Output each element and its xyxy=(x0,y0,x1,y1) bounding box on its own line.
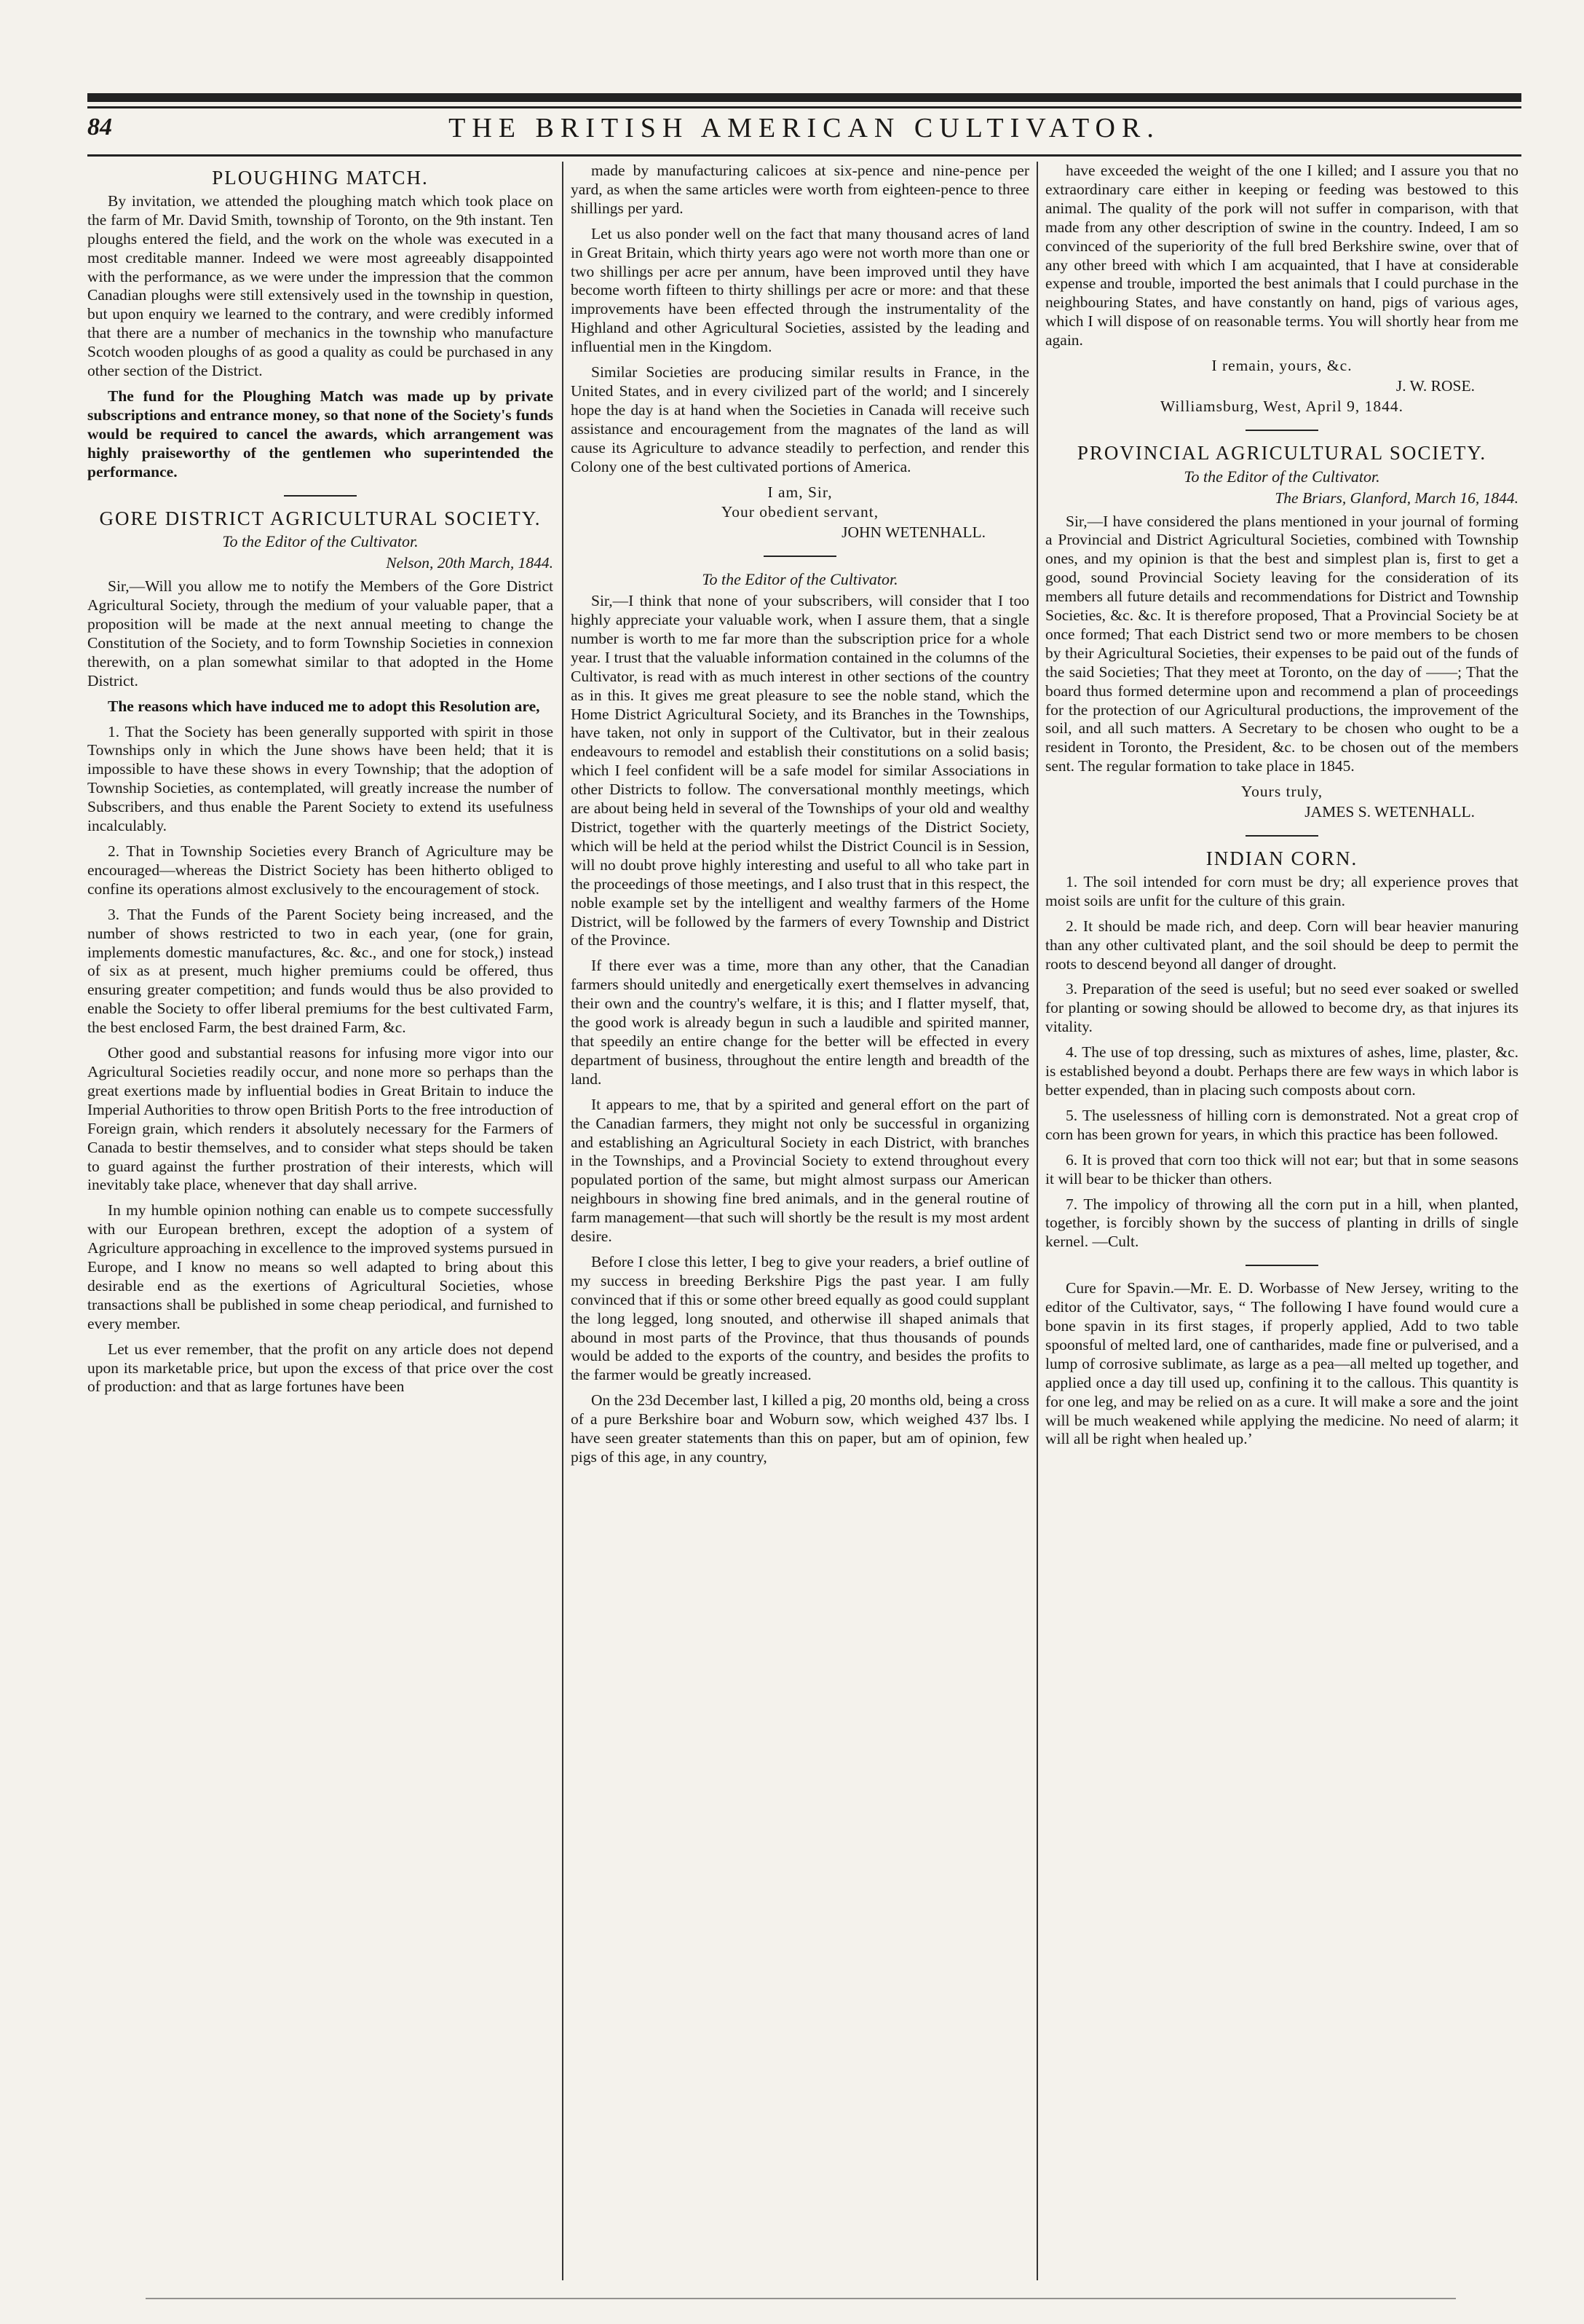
paragraph: 6. It is proved that corn too thick will not ear; but that in some seasons it will bear to be thicker than others. xyxy=(1045,1150,1518,1187)
article-heading-indian-corn: INDIAN CORN. xyxy=(1205,847,1358,869)
article-heading-ploughing-match: PLOUGHING MATCH. xyxy=(212,167,429,189)
paragraph: Sir,—Will you allow me to notify the Members of the Gore District Agricultural Society, through the medium of your valuable paper, that a proposition will be made at the next annual meeting to change the Constitution of the Society, and to form Township Societies in connexion therewith, on a plan somewhat similar to that adopted in the Home District. xyxy=(87,577,553,689)
section-separator xyxy=(284,495,357,497)
paragraph: 3. That the Funds of the Parent Society being increased, and the number of shows restricted to two in each year, (one for grain, implements domestic manufactures, &c. &c., and one for stock,) instead of six as at present, much higher premiums could be offered, thus ensuring greater competition; and funds would thus be also provided to enable the Society to offer liberal premiums for the best cultivated Farm, the best enclosed Farm, the best drained Farm, &c. xyxy=(87,905,553,1037)
paragraph: made by manufacturing calicoes at six-pence and nine-pence per yard, as when the same articles were worth from eighteen-pence to three shillings per yard. xyxy=(571,162,1029,217)
column-2 xyxy=(571,162,1029,2288)
column-divider-2 xyxy=(1037,162,1038,2280)
paragraph: 2. It should be made rich, and deep. Corn will bear heavier manuring than any other cultivated plant, and the soil should be deep to permit the roots to descend beyond all danger of drought. xyxy=(1045,917,1518,973)
paragraph: 1. The soil intended for corn must be dry; all experience proves that moist soils are unfit for the culture of this grain. xyxy=(1045,872,1518,909)
paragraph: The reasons which have induced me to adopt this Resolution are, xyxy=(108,697,540,715)
article-subheading: To the Editor of the Cultivator. xyxy=(1184,467,1380,486)
paragraph: 1. That the Society has been generally supported with spirit in those Townships only in which the June shows have been held; that it is impossible to have these shows in every Township; that the adoption of Township Societies, as contemplated, will greatly increase the number of Subscribers, and thus enable the Parent Society to extend its usefulness incalculably. xyxy=(87,722,553,835)
top-double-rule-thin xyxy=(87,106,1521,108)
column-3 xyxy=(1045,162,1518,2288)
article-subheading: To the Editor of the Cultivator. xyxy=(702,570,898,589)
paragraph: 5. The uselessness of hilling corn is demonstrated. Not a great crop of corn has been grown for years, in which this practice has been followed. xyxy=(1045,1106,1518,1143)
article-subheading: To the Editor of the Cultivator. xyxy=(222,532,419,551)
paragraph: 2. That in Township Societies every Branch of Agriculture may be encouraged—whereas the District Society has been hitherto obliged to confine its operations almost exclusively to the encouragement of stock. xyxy=(87,842,553,898)
paragraph: Other good and substantial reasons for infusing more vigor into our Agricultural Societies readily occur, and none more so perhaps than the great exertions made by influential bodies in Great Britain to induce the Imperial Authorities to throw open British Ports to the free introduction of Foreign grain, which renders it absolutely necessary for the Farmers of Canada to bestir themselves, and to consider what steps should be taken to guard against the further prostration of their interests, which will inevitably take place, whenever that day shall arrive. xyxy=(87,1044,553,1194)
section-separator xyxy=(1246,430,1318,431)
paragraph: Let us ever remember, that the profit on any article does not depend upon its marketable price, but upon the excess of that price over the cost of production: and that as large fortunes have been xyxy=(87,1340,553,1396)
paragraph: On the 23d December last, I killed a pig, 20 months old, being a cross of a pure Berkshire boar and Woburn sow, which weighed 437 lbs. I have seen greater statements than this on paper, but am of opinion, few pigs of this age, in any country, xyxy=(571,1391,1029,1466)
page-number: 84 xyxy=(87,114,112,141)
paragraph: In my humble opinion nothing can enable us to compete successfully with our European brethren, except the adoption of a system of Agriculture approaching in excellence to the improved systems pursued in Europe, and I know no means so well adapted to bring about this desirable end as the exertions of Agricultural Societies, whose transactions shall be published in some cheap periodical, and furnished to every member. xyxy=(87,1201,553,1332)
paragraph: have exceeded the weight of the one I killed; and I assure you that no extraordinary care either in keeping or feeding was bestowed to this animal. The quality of the pork will not suffer in comparison, with that made from any other description of swine in the country. Indeed, I am so convinced of the superiority of the full bred Berkshire swine, over that of any other breed with which I am acquainted, that I have at considerable expense and trouble, imported the best animals that I could purchase in the neighbouring States, and have constantly on hand, pigs of various ages, which I will dispose of on reasonable terms. You will shortly hear from me again. xyxy=(1045,162,1518,349)
paragraph: By invitation, we attended the ploughing match which took place on the farm of Mr. David Smith, township of Toronto, on the 9th instant. Ten ploughs entered the field, and the work on the whole was executed in a most creditable manner. Indeed we were most agreeably disappointed with the performance, as we were under the impression that the common Canadian ploughs were still extensively used in the township in question, but upon enquiry we learned to the contrary, and were credibly informed that there are a number of mechanics in the township who manufacture Scotch wooden ploughs of as good a quality as could be purchased in any other section of the District. xyxy=(87,191,553,380)
article-heading-gore-district: GORE DISTRICT AGRICULTURAL SOCIETY. xyxy=(99,507,542,529)
signature-name: JOHN WETENHALL. xyxy=(842,523,986,542)
paragraph: It appears to me, that by a spirited and general effort on the part of the Canadian farmers, they might not only be successful in organizing and establishing an Agricultural Society in each District, with branches in the Townships, and a Provincial Society to extend throughout every populated portion of the same, but might almost surpass our American neighbours in showing fine bred animals, and in the general routine of farm management—that such will shortly be the result is my most ardent desire. xyxy=(571,1095,1029,1246)
paragraph: Similar Societies are producing similar results in France, in the United States, and in every civilized part of the world; and I sincerely hope the day is at hand when the Societies in Canada will receive such assistance and encouragement from the magnates of the land as will cause its Agriculture to advance steadily to perfection, and render this Colony one of the best cultivated portions of America. xyxy=(571,363,1029,475)
section-separator xyxy=(764,556,836,557)
page-header xyxy=(87,109,1521,150)
signature-name: JAMES S. WETENHALL. xyxy=(1304,803,1475,821)
signature-place: Williamsburg, West, April 9, 1844. xyxy=(1160,397,1403,415)
top-double-rule-thick xyxy=(87,93,1521,102)
paragraph: 4. The use of top dressing, such as mixtures of ashes, lime, plaster, &c. is established beyond a doubt. Perhaps there are few ways in which labor is better expended, than in placing such composts about corn. xyxy=(1045,1043,1518,1099)
section-separator xyxy=(1246,1265,1318,1266)
masthead-title: THE BRITISH AMERICAN CULTIVATOR. xyxy=(448,113,1160,143)
signature-name: J. W. ROSE. xyxy=(1395,376,1475,395)
signature-line: I am, Sir, xyxy=(767,483,833,501)
article-heading-provincial-society: PROVINCIAL AGRICULTURAL SOCIETY. xyxy=(1077,441,1487,464)
paragraph: 7. The impolicy of throwing all the corn put in a hill, when planted, together, is forcibly shown by the success of planting in drills of single kernel. —Cult. xyxy=(1045,1195,1518,1251)
dateline: The Briars, Glanford, March 16, 1844. xyxy=(1275,489,1518,507)
column-1 xyxy=(87,162,553,2288)
bottom-scan-edge xyxy=(146,2298,1456,2299)
paragraph: If there ever was a time, more than any other, that the Canadian farmers should unitedly and energetically exert themselves in advancing their own and the country's welfare, it is this; and I flatter myself, that, the good work is already begun in such a laudible and spirited manner, that speedily an entire change for the better will be effected in every department of business, throughout the entire length and breadth of the land. xyxy=(571,957,1029,1088)
section-separator xyxy=(1246,835,1318,837)
paragraph: Let us also ponder well on the fact that many thousand acres of land in Great Britain, which thirty years ago were not worth more than one or two shillings per acre per annum, have been improved until they have become worth fifteen to thirty shillings per acre or more: and that these improvements have been effected through the instrumentality of the Highland and other Agricultural Societies, assisted by the leading and influential men in the Kingdom. xyxy=(571,224,1029,356)
signature-line: Yours truly, xyxy=(1240,783,1323,801)
column-divider-1 xyxy=(562,162,563,2280)
header-rule xyxy=(87,154,1521,157)
paragraph: 3. Preparation of the seed is useful; but no seed ever soaked or swelled for planting or sowing should be allowed to become dry, as that injures its vitality. xyxy=(1045,980,1518,1036)
signature-line: I remain, yours, &c. xyxy=(1211,357,1353,375)
paragraph: Sir,—I think that none of your subscribers, will consider that I too highly appreciate your valuable work, when I assure them, that a single number is worth to me far more than the subscription price for a whole year. I trust that the valuable information contained in the columns of the Cultivator, is read with as much interest in other sections of the country as in this. It gives me great pleasure to see the noble stand, which the Home District Agricultural Society, and its Branches in the Townships, have taken, not only in support of the Cultivator, but in their zealous endeavours to remodel and establish their constitutions on a solid basis; which I feel confident will be a safe model for similar Associations in other Districts to follow. The conversational monthly meetings, which are about being held in several of the Townships of your old and wealthy District, together with the quarterly meetings of the District Society, which will be held at the period whilst the District Council is in Session, will no doubt prove highly interesting and useful to all who take part in the proceedings of those meetings, and I also trust that in this respect, the noble example set by the intelligent and wealthy farmers of the Home District, will be followed by the farmers of every Township and District of the Province. xyxy=(571,592,1029,949)
paragraph: The fund for the Ploughing Match was made up by private subscriptions and entrance money, so that none of the Society's funds would be required to cancel the awards, which arrangement was highly praiseworthy of the gentlemen who superintended the performance. xyxy=(87,387,553,481)
paragraph: Sir,—I have considered the plans mentioned in your journal of forming a Provincial and District Agricultural Societies, combined with Township ones, and my opinion is that the best and simplest plan is, first to get a good, sound Provincial Society leaving for the consideration of its members all future details and recommendations for District and Township Societies, &c. &c. It is therefore proposed, That a Provincial Society be at once formed; That each District send two or more members to be chosen by their Agricultural Societies, their expenses to be paid out of the funds of the said Societies; That they meet at Toronto, on the day of ——; That the board thus formed determine upon and recommend a plan of proceedings for the protection of our Agricultural productions, the improvement of the soil, and all such matters. A Secretary to be chosen who ought to be a resident in Toronto, the President, &c. to be chosen out of the members sent. The regular formation to take place in 1845. xyxy=(1045,512,1518,775)
signature-line: Your obedient servant, xyxy=(721,503,879,521)
paragraph: Cure for Spavin.—Mr. E. D. Worbasse of New Jersey, writing to the editor of the Cultivator, says, “ The following I have found would cure a bone spavin in its first stages, if properly applied, Add to two table spoonsful of melted lard, one of cantharides, made fine or pulverised, and a lump of corrosive sublimate, as large as a pea—all melted up together, and applied once a day till used up, confining it to the callous. This quantity is for one leg, and may be relied on as a cure. It will make a sore and the joint will be much weakened while applying the medicine. No need of alarm; it will all be right when healed up.’ xyxy=(1045,1279,1518,1448)
dateline: Nelson, 20th March, 1844. xyxy=(386,554,553,572)
paragraph: Before I close this letter, I beg to give your readers, a brief outline of my success in breeding Berkshire Pigs the past year. I am fully convinced that if this or some other breed equally as good could supplant the long legged, long snouted, and otherwise ill shaped animals that abound in most parts of the Province, that thus thousands of pounds would be added to the exports of the country, and besides the profits to the farmer would be greatly increased. xyxy=(571,1252,1029,1384)
